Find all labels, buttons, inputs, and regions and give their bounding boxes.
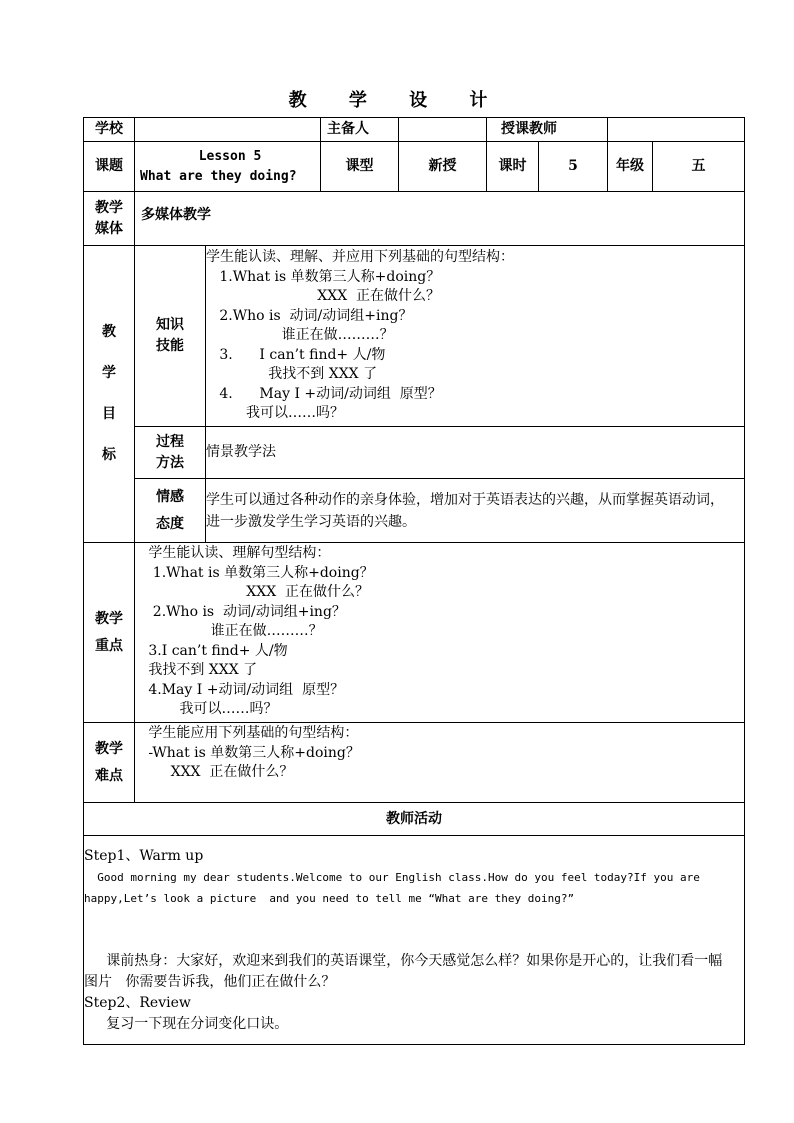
document-title: 教 学 设 计: [288, 90, 506, 111]
key-points-row: [84, 543, 745, 723]
step1-title: Step1、Warm up: [84, 847, 204, 864]
lesson-number: Lesson 5: [198, 148, 262, 164]
teacher-activity-content: [84, 836, 745, 1045]
topic-label: 课题: [84, 142, 135, 192]
key-points-label-1: 教学: [95, 610, 123, 627]
key-points-label-2: 重点: [95, 637, 123, 654]
grade-value: 五: [653, 142, 745, 192]
knowledge-label-2: 技能: [156, 338, 184, 354]
difficulties-content: 学生能应用下列基础的句型结构： -What is 单数第三人称+doing？ XXX 正在做什么？: [135, 723, 745, 803]
media-label-1: 教学: [95, 199, 123, 216]
school-row: [84, 118, 745, 142]
process-value: 情景教学法: [206, 427, 745, 479]
teacher-activity-row: [84, 836, 745, 1045]
difficulties-label-2: 难点: [95, 767, 123, 784]
school-label: 学校: [84, 118, 135, 142]
emotion-content: 学生可以通过各种动作的亲身体验，增加对于英语表达的兴趣，从而掌握英语动词， 进一步激发学生学习英语的兴趣。: [206, 479, 745, 543]
teacher-activity-heading-row: [84, 803, 745, 836]
process-label-1: 过程: [156, 433, 184, 450]
process-label-2: 方法: [156, 454, 184, 471]
step1-english-2: happy,Let’s look a picture and you need to tell me “What are they doing?”: [84, 891, 575, 905]
knowledge-label-1: 知识: [156, 317, 184, 333]
step1-chinese-1: 课前热身：大家好，欢迎来到我们的英语课堂，你今天感觉怎么样？如果你是开心的，让我们看一幅: [84, 952, 723, 969]
knowledge-content: 学生能认读、理解、并应用下列基础的句型结构： 1.What is 单数第三人称+doing？ XXX 正在做什么？ 2.Who is 动词/动词组+ing？ 谁正在做………？ 3. I can’t find+ 人/物 我找不到 XXX 了 4. May I +动词/动词组 原型？ 我可以……吗？: [206, 246, 745, 427]
emotion-label-2: 态度: [156, 515, 184, 532]
lesson-row: [84, 142, 745, 192]
step1-chinese-2: 图片 你需要告诉我，他们正在做什么？: [84, 973, 336, 990]
media-row: [84, 192, 745, 246]
grade-label: 年级: [608, 142, 653, 192]
lesson-plan-table: [83, 117, 745, 1045]
planner-value[interactable]: [399, 118, 487, 142]
emotion-row: [84, 479, 745, 543]
process-row: [84, 427, 745, 479]
difficulties-row: [84, 723, 745, 803]
planner-label: 主备人: [321, 118, 399, 142]
step1-english-1: Good morning my dear students.Welcome to our English class.How do you feel today?If you are: [84, 870, 700, 884]
difficulties-label-1: 教学: [95, 740, 123, 757]
type-value: 新授: [399, 142, 487, 192]
step2-text: 复习一下现在分词变化口诀。: [84, 1015, 289, 1032]
media-label-2: 媒体: [95, 220, 123, 237]
hours-label: 课时: [487, 142, 539, 192]
type-label: 课型: [321, 142, 399, 192]
lesson-title: What are they doing?: [140, 168, 297, 184]
teacher-value[interactable]: [608, 118, 745, 142]
knowledge-row: [84, 246, 745, 427]
hours-value: 5: [539, 142, 608, 192]
school-value[interactable]: [135, 118, 321, 142]
emotion-label-1: 情感: [156, 488, 184, 505]
objectives-label: 教 学 目 标: [84, 246, 135, 543]
step2-title: Step2、Review: [84, 994, 191, 1011]
key-points-content: 学生能认读、理解句型结构： 1.What is 单数第三人称+doing？ XXX 正在做什么？ 2.Who is 动词/动词组+ing？ 谁正在做………？ 3.I can’t find+ 人/物 我找不到 XXX 了 4.May I +动词/动词组 原型？ 我可以……吗？: [135, 543, 745, 723]
teacher-label: 授课教师: [487, 118, 608, 142]
media-value: 多媒体教学: [135, 192, 745, 246]
teacher-activity-heading: 教师活动: [84, 803, 745, 836]
